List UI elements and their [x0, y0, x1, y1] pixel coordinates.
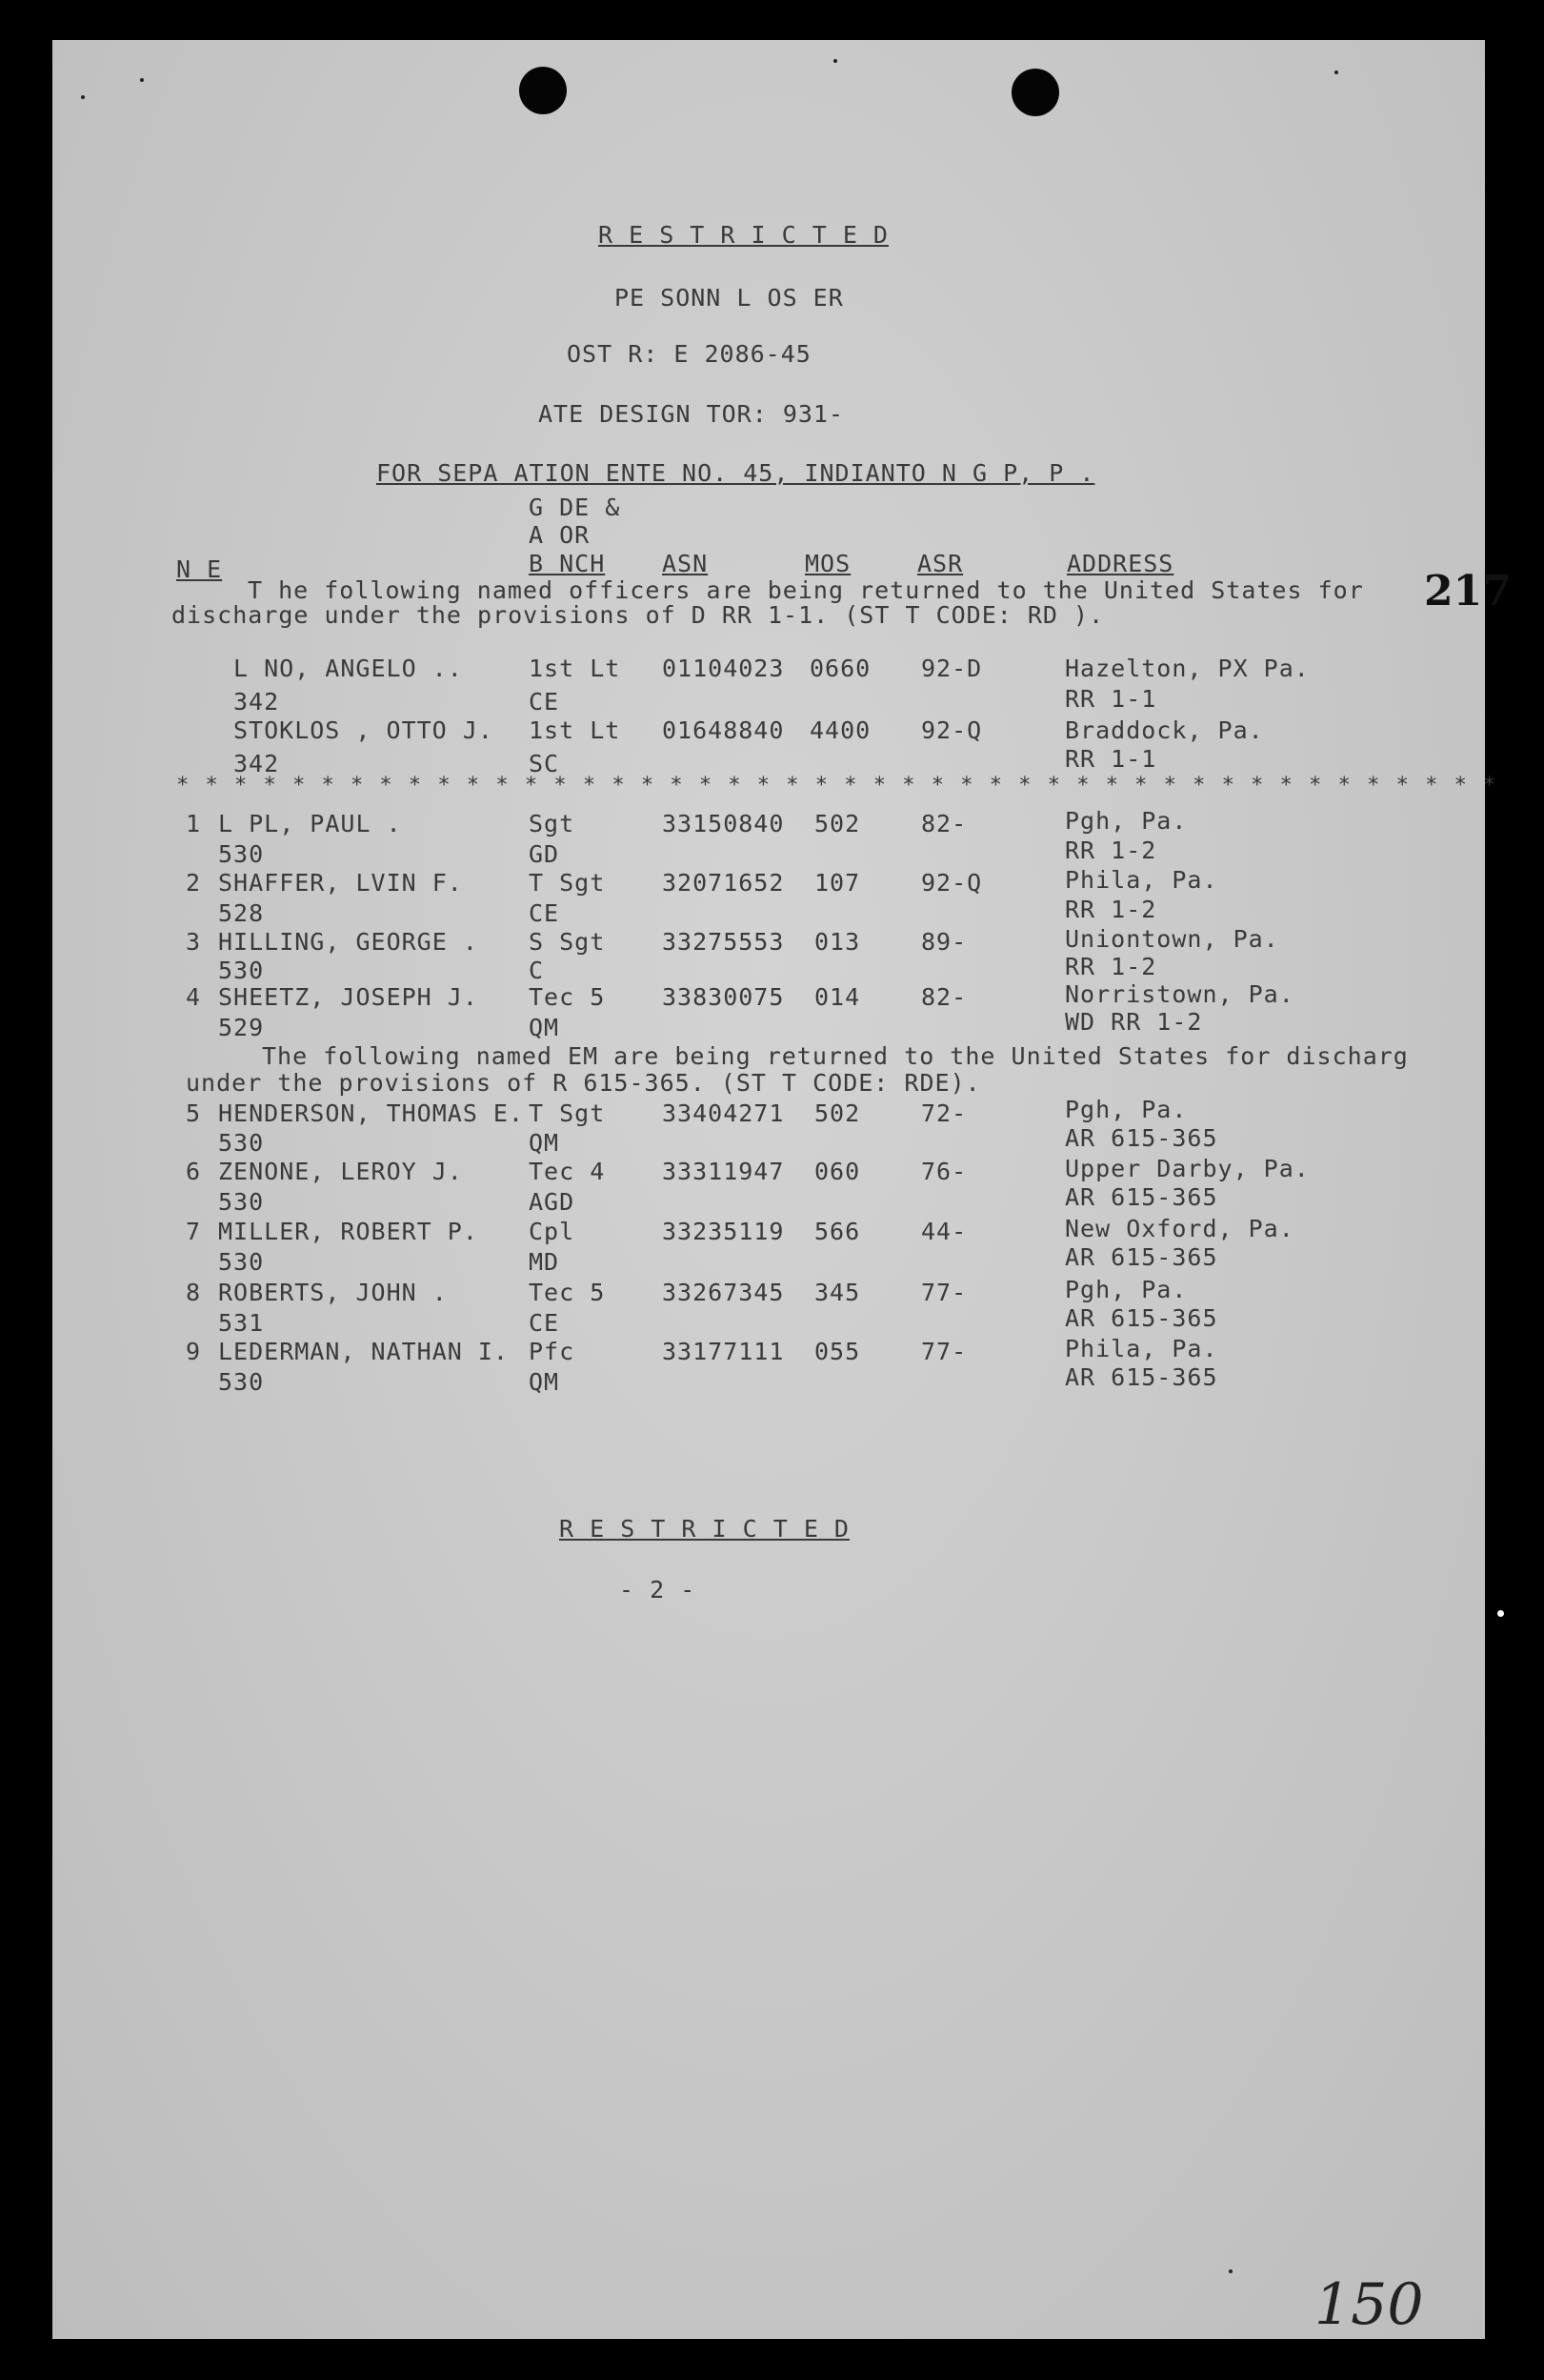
officer-code: 342 [233, 688, 280, 716]
enlisted-auth: RR 1-2 [1065, 837, 1157, 864]
punch-hole-right [1012, 69, 1059, 116]
officer-grade: 1st Lt [529, 655, 621, 682]
col-asn: ASN [662, 550, 709, 577]
enlisted-name: LEDERMAN, NATHAN I. [218, 1338, 509, 1365]
officer-address: Hazelton, PX Pa. [1065, 655, 1310, 682]
enlisted-asr: 92-Q [921, 869, 983, 897]
enlisted-asr: 44- [921, 1218, 968, 1245]
enlisted-asn: 32071652 [662, 869, 785, 897]
enlisted-auth: AR 615-365 [1065, 1243, 1218, 1271]
officer-auth: RR 1-1 [1065, 685, 1157, 713]
handwritten-number: 150 [1314, 2271, 1424, 2338]
enlisted-code: 529 [218, 1014, 265, 1041]
enlisted-code: 530 [218, 1368, 265, 1396]
speck [1334, 71, 1338, 74]
enlisted-branch: QM [529, 1014, 560, 1041]
col-name: N E [176, 555, 223, 583]
personnel-roster-title: PE SONN L OS ER [614, 284, 844, 312]
enlisted-mos: 107 [814, 869, 861, 897]
enlisted-asn: 33235119 [662, 1218, 785, 1245]
enlisted-name: HENDERSON, THOMAS E. [218, 1099, 525, 1127]
enlisted-asn: 33830075 [662, 983, 785, 1011]
enlisted-code: 530 [218, 1129, 265, 1157]
em-note-line1: The following named EM are being returned to the United States for discharg [262, 1042, 1409, 1070]
enlisted-branch: CE [529, 1309, 560, 1337]
row-number: 5 [186, 1099, 202, 1127]
enlisted-address: Phila, Pa. [1065, 866, 1218, 894]
enlisted-name: MILLER, ROBERT P. [218, 1218, 478, 1245]
officers-note-line2: discharge under the provisions of D RR 1-1. (ST T CODE: RD ). [171, 601, 1105, 629]
col-mos: MOS [805, 550, 852, 577]
enlisted-address: Norristown, Pa. [1065, 980, 1294, 1008]
enlisted-mos: 502 [814, 1099, 861, 1127]
enlisted-code: 528 [218, 899, 265, 927]
enlisted-mos: 502 [814, 810, 861, 837]
officer-name: STOKLOS , OTTO J. [233, 716, 493, 744]
enlisted-grade: T Sgt [529, 869, 606, 897]
col-asr: ASR [917, 550, 964, 577]
enlisted-auth: RR 1-2 [1065, 896, 1157, 923]
enlisted-mos: 055 [814, 1338, 861, 1365]
enlisted-branch: QM [529, 1368, 560, 1396]
enlisted-address: Pgh, Pa. [1065, 1276, 1188, 1303]
enlisted-mos: 060 [814, 1158, 861, 1185]
enlisted-address: Pgh, Pa. [1065, 1096, 1188, 1123]
enlisted-asr: 76- [921, 1158, 968, 1185]
enlisted-address: Phila, Pa. [1065, 1335, 1218, 1362]
separator: * * * * * * * * * * * * * * * * * * * * * * * * * * * * * * * * * * * * * * * * * * * * * * [176, 774, 1498, 797]
row-number: 8 [186, 1279, 202, 1306]
enlisted-asr: 77- [921, 1338, 968, 1365]
enlisted-asn: 33150840 [662, 810, 785, 837]
enlisted-branch: C [529, 957, 545, 984]
enlisted-auth: AR 615-365 [1065, 1124, 1218, 1152]
enlisted-grade: Sgt [529, 810, 575, 837]
enlisted-mos: 566 [814, 1218, 861, 1245]
enlisted-branch: QM [529, 1129, 560, 1157]
officers-note-line1: T he following named officers are being returned to the United States for [248, 576, 1364, 604]
em-note-line2: under the provisions of R 615-365. (ST T CODE: RDE). [186, 1069, 981, 1097]
officer-mos: 0660 [810, 655, 872, 682]
document-page [52, 40, 1512, 2339]
enlisted-asr: 82- [921, 983, 968, 1011]
enlisted-asr: 82- [921, 810, 968, 837]
enlisted-asn: 33177111 [662, 1338, 785, 1365]
enlisted-mos: 345 [814, 1279, 861, 1306]
speck [140, 78, 144, 82]
enlisted-grade: Tec 5 [529, 983, 606, 1011]
officer-code: 342 [233, 750, 280, 777]
scan-dot [1497, 1610, 1504, 1617]
col-address: ADDRESS [1067, 550, 1174, 577]
enlisted-asr: 89- [921, 928, 968, 956]
center-line: FOR SEPA ATION ENTE NO. 45, INDIANTO N G P, P . [376, 459, 1095, 487]
enlisted-code: 531 [218, 1309, 265, 1337]
enlisted-asr: 72- [921, 1099, 968, 1127]
enlisted-name: HILLING, GEORGE . [218, 928, 478, 956]
enlisted-branch: CE [529, 899, 560, 927]
enlisted-mos: 014 [814, 983, 861, 1011]
enlisted-asn: 33311947 [662, 1158, 785, 1185]
col-grade-line2: A OR [529, 521, 591, 549]
officer-branch: CE [529, 688, 560, 716]
enlisted-mos: 013 [814, 928, 861, 956]
row-number: 6 [186, 1158, 202, 1185]
footer-page-number: - 2 - [619, 1576, 696, 1603]
officer-mos: 4400 [810, 716, 872, 744]
officer-asn: 01104023 [662, 655, 785, 682]
enlisted-branch: GD [529, 840, 560, 868]
officer-grade: 1st Lt [529, 716, 621, 744]
restricted-header: R E S T R I C T E D [598, 221, 889, 249]
row-number: 1 [186, 810, 202, 837]
enlisted-grade: Pfc [529, 1338, 575, 1365]
enlisted-branch: MD [529, 1248, 560, 1276]
col-grade-line3: B NCH [529, 550, 606, 577]
enlisted-name: SHAFFER, LVIN F. [218, 869, 463, 897]
enlisted-branch: AGD [529, 1188, 575, 1216]
speck [1229, 2269, 1233, 2273]
row-number: 2 [186, 869, 202, 897]
enlisted-grade: Tec 4 [529, 1158, 606, 1185]
officer-asn: 01648840 [662, 716, 785, 744]
enlisted-asr: 77- [921, 1279, 968, 1306]
row-number: 4 [186, 983, 202, 1011]
enlisted-address: Upper Darby, Pa. [1065, 1155, 1310, 1182]
enlisted-name: SHEETZ, JOSEPH J. [218, 983, 478, 1011]
row-number: 9 [186, 1338, 202, 1365]
officer-address: Braddock, Pa. [1065, 716, 1264, 744]
officer-asr: 92-Q [921, 716, 983, 744]
enlisted-address: New Oxford, Pa. [1065, 1215, 1294, 1242]
speck [833, 59, 837, 63]
enlisted-auth: RR 1-2 [1065, 953, 1157, 980]
row-number: 7 [186, 1218, 202, 1245]
enlisted-asn: 33267345 [662, 1279, 785, 1306]
enlisted-grade: Cpl [529, 1218, 575, 1245]
enlisted-grade: S Sgt [529, 928, 606, 956]
enlisted-auth: WD RR 1-2 [1065, 1008, 1203, 1036]
enlisted-code: 530 [218, 840, 265, 868]
enlisted-name: ZENONE, LEROY J. [218, 1158, 463, 1185]
officer-asr: 92-D [921, 655, 983, 682]
punch-hole-left [519, 67, 567, 114]
officer-name: L NO, ANGELO .. [233, 655, 463, 682]
enlisted-code: 530 [218, 1188, 265, 1216]
enlisted-auth: AR 615-365 [1065, 1363, 1218, 1391]
speck [81, 95, 85, 99]
enlisted-name: ROBERTS, JOHN . [218, 1279, 448, 1306]
enlisted-code: 530 [218, 1248, 265, 1276]
enlisted-auth: AR 615-365 [1065, 1183, 1218, 1211]
enlisted-asn: 33404271 [662, 1099, 785, 1127]
enlisted-address: Uniontown, Pa. [1065, 925, 1279, 953]
col-grade-line1: G DE & [529, 494, 621, 521]
enlisted-asn: 33275553 [662, 928, 785, 956]
enlisted-address: Pgh, Pa. [1065, 807, 1188, 835]
enlisted-auth: AR 615-365 [1065, 1304, 1218, 1332]
designator: ATE DESIGN TOR: 931- [538, 400, 845, 428]
enlisted-grade: Tec 5 [529, 1279, 606, 1306]
roster-number: OST R: E 2086-45 [567, 340, 812, 368]
enlisted-name: L PL, PAUL . [218, 810, 402, 837]
enlisted-code: 530 [218, 957, 265, 984]
officer-auth: RR 1-1 [1065, 745, 1157, 773]
officer-branch: SC [529, 750, 560, 777]
enlisted-grade: T Sgt [529, 1099, 606, 1127]
page-number: 217 [1424, 567, 1512, 615]
restricted-footer: R E S T R I C T E D [559, 1515, 850, 1543]
row-number: 3 [186, 928, 202, 956]
